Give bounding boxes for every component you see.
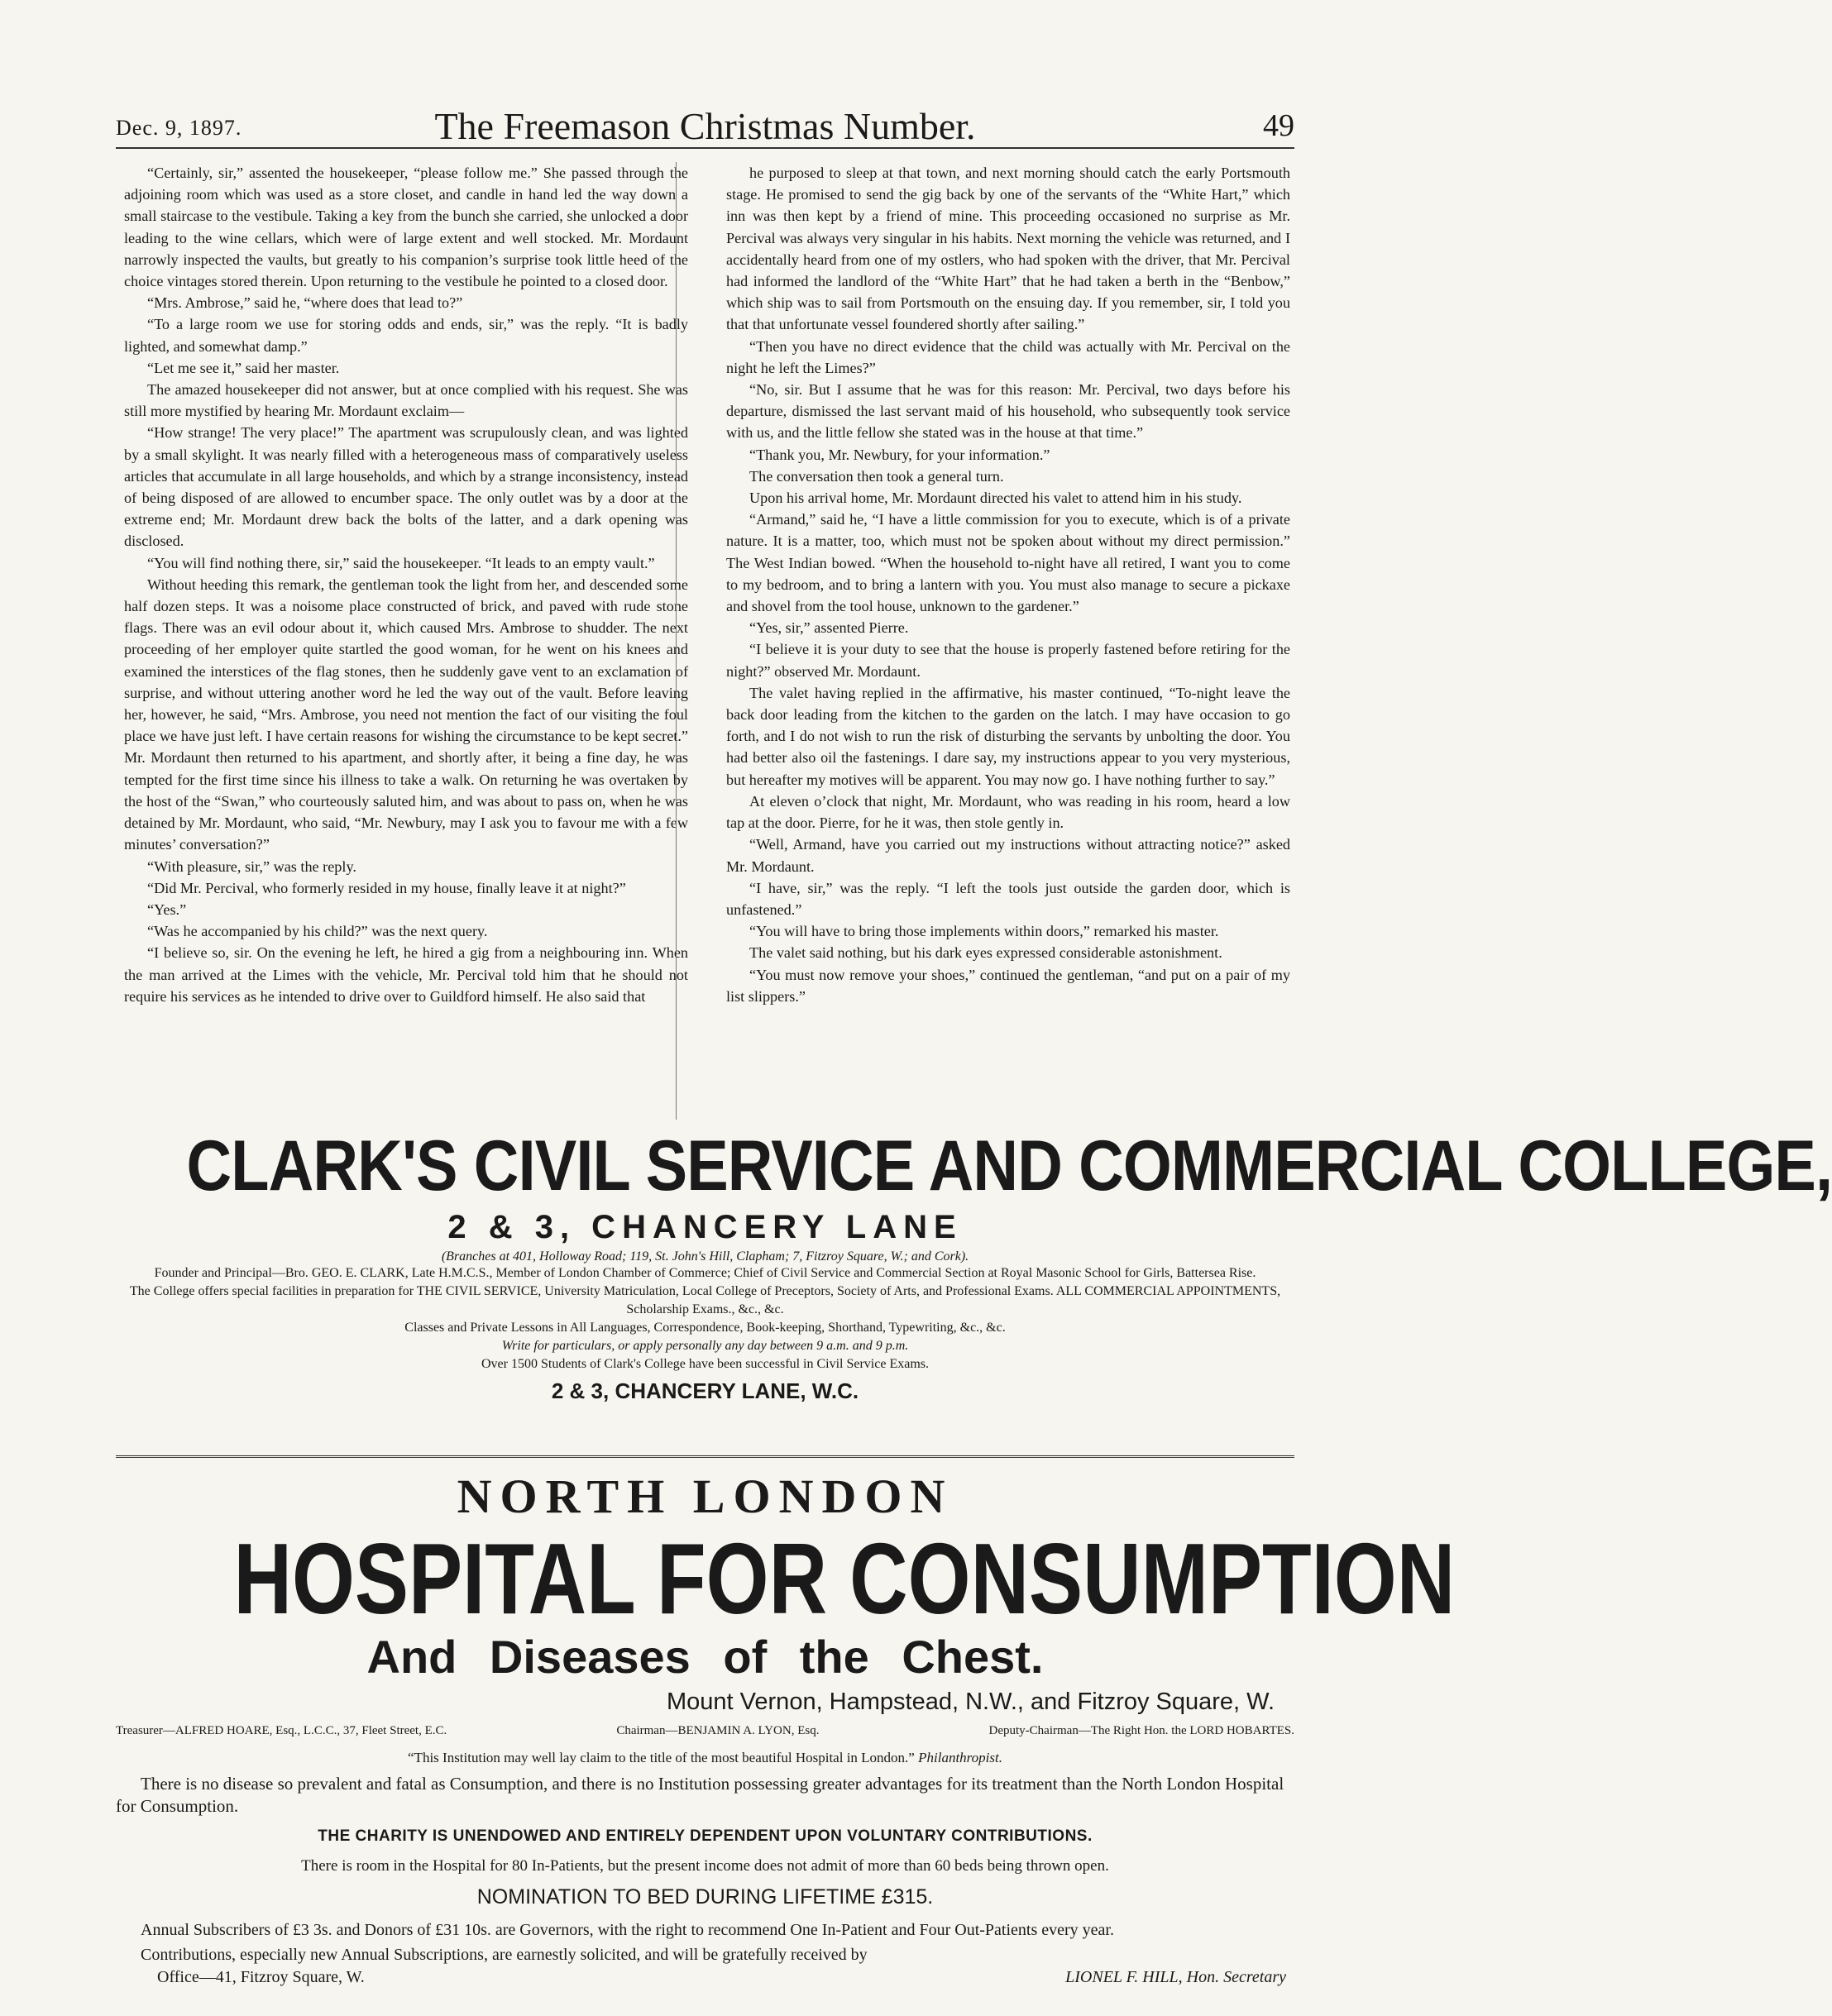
column-divider — [676, 162, 677, 1120]
hospital-title: HOSPITAL FOR CONSUMPTION — [233, 1522, 1456, 1635]
hospital-secretary: LIONEL F. HILL, Hon. Secretary — [1065, 1968, 1286, 1986]
hospital-contributions: Contributions, especially new Annual Subscriptions, are earnestly solicited, and will be gratefully received by — [141, 1946, 868, 1964]
clarks-address: 2 & 3, CHANCERY LANE, W.C. — [551, 1378, 859, 1403]
hospital-quote: “This Institution may well lay claim to the title of the most beautiful Hospital in London.” — [408, 1750, 915, 1765]
hospital-office: Office—41, Fitzroy Square, W. — [157, 1968, 365, 1986]
clarks-founder: Founder and Principal—Bro. GEO. E. CLARK, Late H.M.C.S., Member of London Chamber of Commerce; Chief of Civil Service and Commercial Section at Royal Masonic School for Girls, Battersea Rise. — [154, 1266, 1256, 1280]
hospital-subscribers: Annual Subscribers of £3 3s. and Donors of £31 10s. are Governors, with the right to recommend One In-Patient and Four Out-Patients every year. — [141, 1921, 1114, 1939]
hospital-quote-line — [116, 1750, 1294, 1766]
story-paragraph: “I believe so, sir. On the evening he left, he hired a gig from a neighbouring inn. When the man arrived at the Limes with the vehicle, Mr. Percival told him that he should not require his services as he intended to drive over to Guildford himself. He also said that — [124, 944, 688, 1005]
story-paragraph: “Thank you, Mr. Newbury, for your information.” — [749, 446, 1050, 463]
publication-title: The Freemason Christmas Number. — [434, 105, 976, 147]
clarks-title: CLARK'S CIVIL SERVICE AND COMMERCIAL COLLEGE, — [186, 1126, 1832, 1206]
story-paragraph: “Yes.” — [147, 901, 187, 918]
story-paragraph: “You will find nothing there, sir,” said the housekeeper. “It leads to an empty vault.” — [147, 554, 655, 571]
story-paragraph: “I believe it is your duty to see that the house is properly fastened before retiring for the night?” observed Mr. Mordaunt. — [726, 641, 1290, 680]
advert-divider — [116, 1455, 1294, 1458]
story-paragraph: “Was he accompanied by his child?” was the next query. — [147, 923, 488, 940]
hospital-subtitle: And Diseases of the Chest. — [366, 1631, 1044, 1683]
header-rule — [116, 147, 1294, 149]
issue-date: Dec. 9, 1897. — [116, 116, 242, 140]
hospital-chairman: Chairman—BENJAMIN A. LYON, Esq. — [616, 1724, 820, 1737]
story-paragraph: The amazed housekeeper did not answer, but at once complied with his request. She was still more mystified by hearing Mr. Mordaunt exclaim— — [124, 381, 688, 420]
story-paragraph: “You must now remove your shoes,” continued the gentleman, “and put on a pair of my list slippers.” — [726, 966, 1290, 1005]
hospital-deputy-chairman: Deputy-Chairman—The Right Hon. the LORD HOBARTES. — [988, 1724, 1294, 1737]
story-paragraph: The valet having replied in the affirmative, his master continued, “To-night leave the back door leading from the kitchen to the garden on the latch. I may have occasion to go forth, and I do not wish to run the risk of disturbing the servants by unbolting the door. You had better also oil the fastenings. I dare say, my instructions appear to you very mysterious, but hereafter my motives will be apparent. You may now go. I have nothing further to say.” — [726, 684, 1290, 788]
story-paragraph: “Well, Armand, have you carried out my instructions without attracting notice?” asked Mr. Mordaunt. — [726, 836, 1290, 875]
story-paragraph: “Certainly, sir,” assented the housekeeper, “please follow me.” She passed through the adjoining room which was used as a store closet, and candle in hand led the way down a small staircase to the vestibule. Taking a key from the bunch she carried, she unlocked a door leading to the wine cellars, which were of large extent and well stocked. Mr. Mordaunt narrowly inspected the vaults, but greatly to his companion’s surprise took little heed of the choice vintages stored therein. Upon returning to the vestibule he pointed to a closed door. — [124, 165, 688, 290]
story-paragraph: “Armand,” said he, “I have a little commission for you to execute, which is of a private nature. It is a matter, too, which must not be spoken about without my direct permission.” The West Indian bowed. “When the household to-night have all retired, I want you to come to my bedroom, and to bring a lantern with you. You must also manage to secure a pickaxe and shovel from the tool house, unknown to the gardener.” — [726, 511, 1290, 615]
story-paragraph: “Did Mr. Percival, who formerly resided in my house, finally leave it at night?” — [147, 879, 626, 896]
story-paragraph: Upon his arrival home, Mr. Mordaunt directed his valet to attend him in his study. — [749, 490, 1242, 507]
hospital-room-notice: There is room in the Hospital for 80 In-Patients, but the present income does not admit of more than 60 beds being thrown open. — [301, 1857, 1109, 1875]
hospital-footer — [116, 1968, 1294, 1987]
hospital-quote-source: Philanthropist. — [918, 1750, 1002, 1765]
hospital-nomination: NOMINATION TO BED DURING LIFETIME £315. — [476, 1885, 934, 1909]
clarks-branches: (Branches at 401, Holloway Road; 119, St. John's Hill, Clapham; 7, Fitzroy Square, W.; and Cork). — [441, 1249, 969, 1264]
story-paragraph: “I have, sir,” was the reply. “I left the tools just outside the garden door, which is unfastened.” — [726, 879, 1290, 918]
hospital-treasurer: Treasurer—ALFRED HOARE, Esq., L.C.C., 37, Fleet Street, E.C. — [116, 1724, 447, 1737]
page-number: 49 — [1263, 108, 1294, 143]
hospital-officers — [116, 1724, 1294, 1738]
story-right-column — [726, 162, 1290, 1120]
story-paragraph: “Then you have no direct evidence that the child was actually with Mr. Percival on the night he left the Limes?” — [726, 337, 1290, 376]
story-paragraph: At eleven o’clock that night, Mr. Mordaunt, who was reading in his room, heard a low tap at the door. Pierre, for he it was, then stole gently in. — [726, 792, 1290, 832]
clarks-students: Over 1500 Students of Clark's College have been successful in Civil Service Exams. — [481, 1357, 929, 1371]
story-paragraph: “To a large room we use for storing odds and ends, sir,” was the reply. “It is badly lighted, and somewhat damp.” — [124, 316, 688, 355]
hospital-charity-notice: THE CHARITY IS UNENDOWED AND ENTIRELY DEPENDENT UPON VOLUNTARY CONTRIBUTIONS. — [318, 1827, 1093, 1845]
story-paragraph: “How strange! The very place!” The apartment was scrupulously clean, and was lighted by a small skylight. It was nearly filled with a heterogeneous mass of comparatively useless articles that accumulate in all large households, and which by a strange inconsistency, instead of being disposed of are allowed to encumber space. The only outlet was by a door at the extreme end; Mr. Mordaunt drew back the bolts of the latter, and a dark opening was disclosed. — [124, 424, 688, 550]
clarks-subtitle: 2 & 3, CHANCERY LANE — [447, 1209, 963, 1245]
hospital-address: Mount Vernon, Hampstead, N.W., and Fitzroy Square, W. — [667, 1689, 1275, 1715]
hospital-advert — [116, 1469, 1456, 1987]
story-paragraph: “Let me see it,” said her master. — [147, 359, 340, 376]
story-paragraph: “No, sir. But I assume that he was for this reason: Mr. Percival, two days before his departure, dismissed the last servant maid of his household, who subsequently took service with us, and the little fellow she stated was in the house at that time.” — [726, 381, 1290, 442]
story-paragraph: Without heeding this remark, the gentleman took the light from her, and descended some half dozen steps. It was a noisome place constructed of brick, and paved with rude stone flags. There was an evil odour about it, which caused Mrs. Ambrose to shudder. The next proceeding of her employer quite startled the good woman, for he went on his knees and examined the interstices of the flag stones, then he suddenly gave vent to an exclamation of surprise, and without uttering another word he led the way out of the vault. Before leaving her, however, he said, “Mrs. Ambrose, you need not mention the fact of our visiting the foul place we have just left. I have certain reasons for wishing the circumstance to be kept secret.” Mr. Mordaunt then returned to his apartment, and shortly after, it being a fine day, he was tempted for the first time since his illness to take a walk. On returning he was overtaken by the host of the “Swan,” who courteously saluted him, and was about to pass on, when he was detained by Mr. Mordaunt, who said, “Mr. Newbury, may I ask you to favour me with a few minutes’ conversation?” — [124, 576, 688, 853]
story-paragraph: The valet said nothing, but his dark eyes expressed considerable astonishment. — [749, 944, 1222, 962]
story-paragraph: “Mrs. Ambrose,” said he, “where does that lead to?” — [147, 294, 463, 312]
clarks-classes: Classes and Private Lessons in All Languages, Correspondence, Book-keeping, Shorthand, Typewriting, &c., &c. — [404, 1321, 1006, 1335]
running-header — [116, 98, 1294, 147]
clarks-write: Write for particulars, or apply personally any day between 9 a.m. and 9 p.m. — [501, 1339, 909, 1353]
story-paragraph: “With pleasure, sir,” was the reply. — [147, 858, 356, 875]
story-paragraph: The conversation then took a general turn. — [749, 467, 1004, 485]
story-paragraph: “Yes, sir,” assented Pierre. — [749, 619, 909, 637]
story-columns — [124, 162, 1290, 1120]
clarks-college-advert — [116, 1126, 1832, 1404]
clarks-offers: The College offers special facilities in preparation for THE CIVIL SERVICE, University Matriculation, Local College of Preceptors, Society of Arts, and Professional Exams. ALL COMMERCIAL APPOINTMENTS, Scholarship Exams., &c., &c. — [129, 1284, 1281, 1316]
story-paragraph: “You will have to bring those implements within doors,” remarked his master. — [749, 923, 1219, 940]
hospital-north-london: NORTH LONDON — [457, 1469, 954, 1523]
story-paragraph: he purposed to sleep at that town, and next morning should catch the early Portsmouth stage. He promised to send the gig back by one of the servants of the “White Hart,” which inn was then kept by a friend of mine. This proceeding occasioned no surprise as Mr. Percival was always very singular in his habits. Next morning the vehicle was returned, and I accidentally heard from one of my ostlers, who had spoken with the driver, that Mr. Percival had informed the landlord of the “White Hart” that he had taken a berth in the “Benbow,” which ship was to sail from Portsmouth on the ensuing day. If you remember, sir, I told you that that unfortunate vessel foundered shortly after sailing.” — [726, 165, 1290, 333]
story-left-column — [124, 162, 688, 1120]
hospital-paragraph: There is no disease so prevalent and fatal as Consumption, and there is no Institution possessing greater advantages for its treatment than the North London Hospital for Consumption. — [116, 1774, 1284, 1816]
